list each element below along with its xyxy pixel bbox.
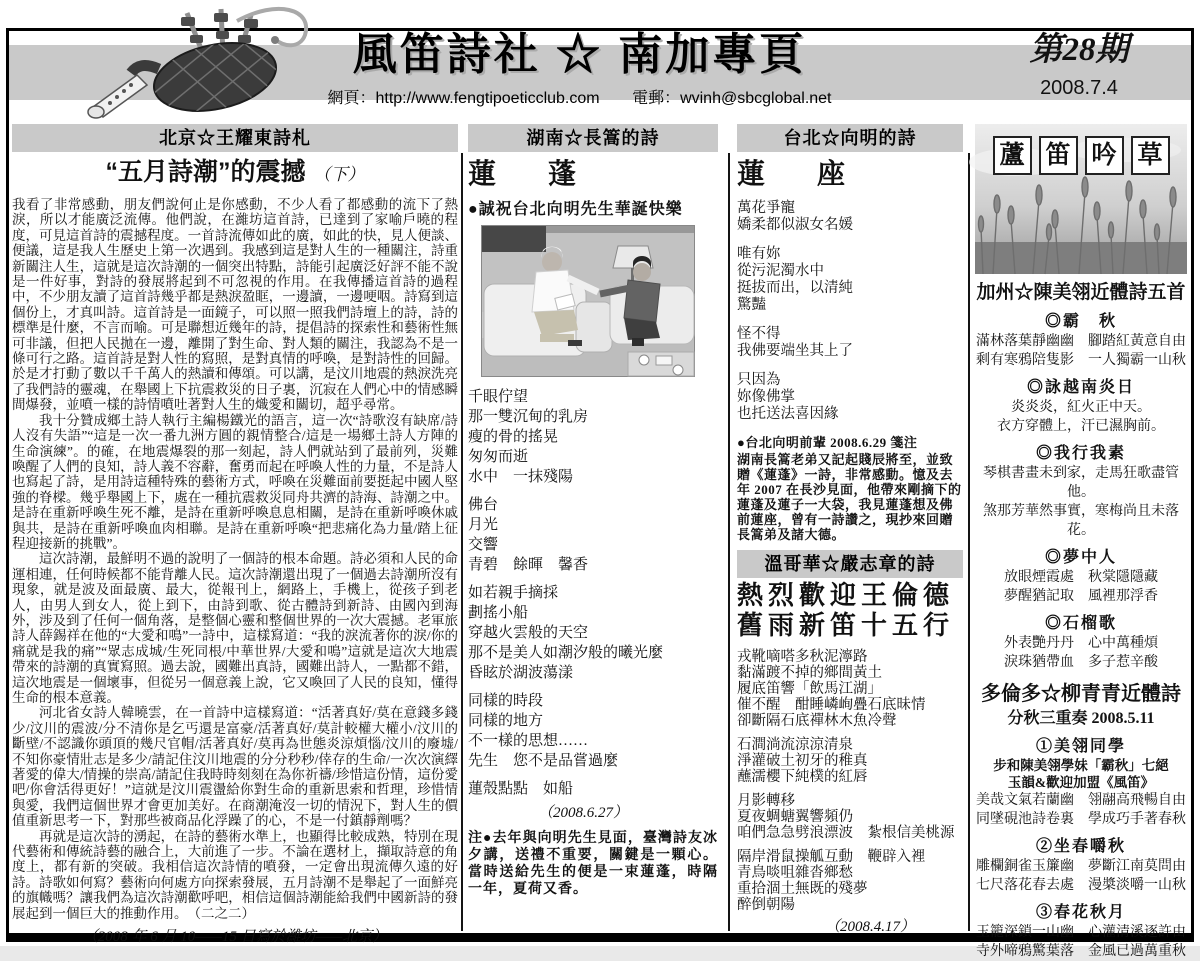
text-line: 月影轉移 [737,793,795,809]
poem-section-line: 外表艷丹丹 心中萬種煩 [1004,636,1158,651]
text-line: 如若親手摘採 [468,585,559,601]
poem-dedication: ●誠祝台北向明先生華誕快樂 [468,201,683,218]
text-line: 我看了非常感動，朋友們說何止是你感動，不少人看了都感動的流下了熱淚，所以才能廣泛流傳。他們說，在濰坊這首詩，已達到了家喻戶曉的程度，可見這首詩的震撼程度。一首詩流傳如此的廣，如此的快，見人便談、便議，這是我人生歷史上第一次遇到。我感到這是對人生的一種關注，詩重新關注人生，這就是這次詩潮的一個突出特點，詩能引起廣泛好評不能不說是一件好事，對詩的發展將起到不可忽視的作用。在我傳播這首詩的過程中，不少朋友讀了這首詩幾乎都是熱淚盈眶，一邊讀，一邊哽咽。詩寫到這個份上，才真叫詩。這首詩是一面鏡子，可以照一照我們詩壇上的詩，詩的標準是什麼，不言而喻。可是聯想近幾年的詩，提倡詩的探索性和藝術性無可非議，但把人民拋在一邊，離開了對生命、對人類的關注，我認為不是一條可行之路。這首詩是對人性的寫照，是對真情的呼喚，是對詩性的回歸。於是才打動了數以千千萬人的熱讀和傳頌。可以講，是汶川地震的熱淚洗亮了我們詩的靈魂，在舉國上下抗震救災的日子裏，沉寂在人們心中的情感瞬間爆發，並噴一樣的詩情噴吐著對人生的熾愛和關切，超乎尋常。 [12,197,458,413]
column-taipei-vancouver [737,124,963,935]
issue-date: 2008.7.4 [1040,77,1118,99]
text-line: 穿越火雲般的天空 [468,625,589,641]
poem-section-line: 雕欄銅雀玉簾幽 夢斷江南莫問由 [976,859,1186,874]
email-label: 電郵：wvinh@sbcglobal.net [632,90,832,107]
text-line: 咱們急急劈浪漂波 紮根信美桃源 [737,825,955,841]
poem-annotation [737,435,963,542]
poem-title-welcome [737,581,963,641]
article-body [12,197,458,921]
two-poets-conversation-photo [481,225,695,377]
text-line: 昏眩於湖波蕩漾 [468,665,574,681]
text-line: 匆匆而逝 [468,449,529,465]
poem-section-line: 滿林落葉靜幽幽 腳踏紅黃意自由 [976,334,1186,349]
poem-title-lianpeng: 蓮 蓬 [468,159,589,190]
california-poems [975,312,1187,672]
poem-lianzuo-body [737,200,963,423]
bagpipe-icon [87,7,339,121]
text-line: 劃搖小船 [468,605,529,621]
text-line: 交響 [468,537,499,553]
text-line: 隔岸滑鼠操觚互動 鞭辟入裡 [737,849,926,865]
text-line: 妳像佛掌 [737,389,795,405]
poem-section-title: ②坐春嚼秋 [1035,838,1126,855]
page-sheet [6,28,1194,959]
text-line: 驚豔 [737,297,766,313]
text-line: 醉倒朝陽 [737,897,795,913]
article-title-note: （下） [313,165,365,184]
banner-char: 笛 [1039,136,1078,175]
stanza-break [468,683,718,691]
column-divider [968,153,970,931]
text-line: 佛台 [468,497,499,513]
poem-section-title: ◎我行我素 [1035,445,1126,462]
poem-section-title: ③春花秋月 [1035,904,1126,921]
text-line: 千眼佇望 [468,389,529,405]
poem-section-title: ①美翎同學 [1035,738,1126,755]
text-line: 淨灌破土初牙的稚真 [737,753,868,769]
poem-section [975,378,1187,436]
poem-section-line: 寺外啼鴉驚葉落 金風已過萬重秋 [976,944,1186,959]
poem-section [975,548,1187,606]
poem-welcome-body [737,649,963,913]
poem-section-title: ◎霸 秋 [1044,313,1117,330]
stanza-break [737,841,963,849]
stanza-break [737,785,963,793]
poem-date: （2008.4.17） [825,919,916,935]
stanza-break [737,729,963,737]
stanza-break [737,360,963,372]
text-line: 卻斷隔石底禪林木魚冷聲 [737,713,897,729]
toronto-poems [975,737,1187,961]
article-title-text: “五月詩潮”的震撼 [105,158,306,186]
poem-section-title: ◎詠越南炎日 [1026,379,1135,396]
text-line: 同樣的地方 [468,713,544,729]
welcome-title-line2: 舊雨新笛十五行 [737,611,955,640]
poem-footnote: 注●去年與向明先生見面，臺灣詩友冰夕講，送禮不重要，關鍵是一顆心。當時送給先生的便是一束蓮蓬，時隔一年，夏荷又香。 [468,831,718,897]
text-line: 怪不得 [737,326,781,342]
text-line: 不一樣的思想…… [468,733,589,749]
toronto-subheading: 分秋三重奏 2008.5.11 [1007,710,1155,727]
section-header-taipei: 台北☆向明的詩 [737,124,963,152]
text-line: 挺拔而出，以清純 [737,280,853,296]
text-line: 河北省女詩人韓曉雲，在一首詩中這樣寫道：“活著真好/莫在意錢多錢少/汶川的震波/分不清你是乞丐還是富豪/活著真好/莫計較權大權小/汶川的斷壁/不認識你頭頂的幾尺官帽/活著真好/莫再為世態炎涼煩惱/汶川的廢墟/不知你豪情壯志是多少/請記住汶川地震的分分秒秒/倖存的生命/一次次演繹著愛的偉大/情操的崇高/請記住我時時刻刻在為你祈禱/珍惜這份情，這份愛吧/你會活得更好！”這就是汶川震盪給你對生命的重新思索和哲理，珍惜情與愛，我們這個世界才會更加美好。在商潮淹沒一切的情況下，對人生的價值重新思考一下，對那些被商品化浮躁了的心，不是一付鎮靜劑嗎？ [12,705,458,829]
poem-section-line: 放眼煙霞處 秋棠隱隱藏 [1004,570,1158,585]
text-line: 那不是美人如潮汐般的曦光麼 [468,645,664,661]
column-hunan [468,124,718,929]
stanza-break [468,487,718,495]
text-line: 重拾涸土無既的殘夢 [737,881,868,897]
poem-section-line: 炎炎炎，紅火正中天。 [1011,400,1151,415]
text-line: 也托送法喜因緣 [737,406,839,422]
column-beijing [12,124,458,946]
section-header-vancouver: 溫哥華☆嚴志章的詩 [737,550,963,578]
text-line: 那一雙沉甸的乳房 [468,409,589,425]
text-line: 只因為 [737,372,781,388]
poem-section-line: 玉籠深鎖一山幽 心灌清溪逐許由 [976,925,1186,940]
poem-date: （2008.6.27） [538,805,629,821]
poem-section [975,737,1187,829]
poem-section-title: ◎石榴歌 [1044,615,1117,632]
banner-char: 草 [1131,136,1170,175]
text-line: 履底笛響「飲馬江湖」 [737,681,882,697]
text-line: 再就是這次詩的湧起，在詩的藝術水準上，也顯得比較成熟，特別在現代藝術和傳統詩藝的融合上，大前進了一步。不論在選材上，擷取詩意的角度上，都有新的突破。我相信這次詩情的噴發，一定會出現流傳久遠的好詩。詩歌如何寫？藝術向何處方向探索發展，五月詩潮不是舉起了一面鮮亮的旗幟嗎？讓我們為這次詩潮歡呼吧，相信這個詩潮能給我們中國新詩的發展起到一個巨大的推動作用。 （二之二） [12,828,458,921]
poem-section-line: 煞那芳華然事實，寒梅尚且未落花。 [983,504,1179,538]
text-line: 蘸濡櫻下純樸的紅唇 [737,769,868,785]
poem-lianpeng-body [468,387,718,799]
text-line: 我佛要端坐其上了 [737,343,853,359]
text-line: 夏夜蜩螗翼響頻仍 [737,809,853,825]
article-dateline: （2008 年 6 月 10——15 日寫於濰坊——北京） [82,929,388,946]
text-line: 蓮殼點點 如船 [468,781,574,797]
text-line: 石澗淌流涼涼清泉 [737,737,853,753]
text-line: 這次詩潮，最鮮明不過的說明了一個詩的根本命題。詩必須和人民的命運相連，任何時候都不能背離人民。這次詩潮還出現了一個過去詩潮所沒有現象，就是波及面最廣、最大，從報刊上，網路上，手機上，從孩子到老人，由男人到女人，從上到下，由詩到歌、從古體詩到新詩、由國內到海外，涉及到了任何一個角落，是整個心靈和整個世界的一次大震撼。老軍旅詩人薛錫祥在他的“大愛和鳴”一詩中，這樣寫道：“我的淚流著你的淚/你的痛就是我的痛”“眾志成城/生死同根/中華世界/大愛和鳴”這就是這次大地震帶來的詩潮的真實寫照。過去說，國難出真詩，國難出詩人，一點都不錯，這次地震是一個壞事，但從另一個意義上說，它又喚回了人民的良知，懂得生命的根本意義。 [12,551,458,705]
poem-section-subtitle: 步和陳美翎學妹「霸秋」七絕 [993,758,1169,773]
poem-section [975,312,1187,370]
text-line: 催不醒 酣睡嶙峋疊石底昧情 [737,697,926,713]
issue-block [989,31,1169,100]
column-divider [728,153,730,931]
text-line: 從污泥濁水中 [737,263,824,279]
text-line: 戎靴嘀嗒多秋泥濘路 [737,649,868,665]
poem-section-line: 衣方穿體上，汗已濕胸前。 [997,419,1165,434]
poem-section [975,614,1187,672]
text-line: 嬌柔都似淑女名媛 [737,217,853,233]
issue-number: 第28期 [1029,32,1129,68]
annotation-title: ●台北向明前輩 2008.6.29 箋注 [737,435,918,450]
text-line: 月光 [468,517,499,533]
column-divider [461,153,463,931]
poem-section-line: 淚珠猶帶血 多子惹辛酸 [1004,655,1158,670]
wheat-field-image [975,124,1187,274]
newspaper-title: 風笛詩社 ☆ 南加專頁 [352,30,807,79]
banner-ludi-yincao [975,136,1187,175]
text-line: 青碧 餘暉 馨香 [468,557,589,573]
text-line: 水中 一抹殘陽 [468,469,574,485]
welcome-title-line1: 熱烈歡迎王倫德 [737,581,955,610]
text-line: 唯有妳 [737,246,781,262]
poem-section [975,837,1187,895]
text-line: 瘦的骨的搖晃 [468,429,559,445]
stanza-break [468,771,718,779]
poem-section-line: 七尺落花春去處 漫槳淡嚼一山秋 [976,878,1186,893]
heading-california: 加州☆陳美翎近體詩五首 [976,282,1186,303]
poem-title-lianzuo: 蓮 座 [737,159,858,190]
poem-section-title: ◎夢中人 [1044,549,1117,566]
poem-section-line: 琴棋書畫未到家，走馬狂歌盡管他。 [983,466,1179,500]
text-line: 我十分贊成鄉土詩人執行主編楊鐵光的語言，這一次“詩歌沒有缺席/詩人沒有失語”“這是一次一番九洲方圓的親情整合/這是一場鄉土詩人方陣的生命演練”。的確，在地震爆裂的那一刻起，詩人們就站到了最前列，災難喚醒了人們的良知，詩人義不容辭，奮勇而起在呼喚人性的力量，不是詩人也寫起了詩，是用詩這種特殊的藝術方式，呼喚在災難面前要挺起中國人堅強的脊樑。幾乎舉國上下，處在一種抗震救災同舟共濟的詩海、詩潮之中。是詩在重新呼喚生死不離，是詩在重新呼喚息息相關，是詩在重新呼喚休戚與共，是詩在重新呼喚血肉相聯。是詩在重新呼喚“把悲痛化為力量/踏上征程迎接新的挑戰”。 [12,412,458,551]
contact-line [257,85,902,108]
website-label: 網頁：http://www.fengtipoeticclub.com [327,90,600,107]
poem-section-line: 同墜硯池詩卷裏 學成巧手著春秋 [976,812,1186,827]
article-title [12,157,458,190]
text-line: 萬花爭寵 [737,200,795,216]
section-header-hunan: 湖南☆長篙的詩 [468,124,718,152]
text-line: 青鳥啖咀雜沓鄉愁 [737,865,853,881]
poem-section-line: 美哉文氣若蘭幽 翎翮高飛暢自由 [976,793,1186,808]
heading-toronto: 多倫多☆柳青青近體詩 [981,683,1181,705]
banner-char: 吟 [1085,136,1124,175]
stanza-break [737,234,963,246]
annotation-body: 湖南長篙老弟又記起賤辰將至，並致贈《蓮蓬》一詩，非常感動。憶及去年 2007 在長沙見面，他帶來剛摘下的蓮蓬及蓮子一大袋，我見蓮蓬想及佛前蓮座，曾有一詩讚之，現抄來回贈長篙弟及諸大德。 [737,452,962,542]
poem-section [975,444,1187,540]
stanza-break [468,575,718,583]
section-header-beijing: 北京☆王耀東詩札 [12,124,458,152]
poem-section-line: 剩有寒鴉陪隻影 一人獨霸一山秋 [976,353,1186,368]
text-line: 先生 您不是品嘗過麼 [468,753,619,769]
poem-section-subtitle: 玉韻&歡迎加盟《風笛》 [1007,775,1155,790]
text-line: 黏滿踱不掉的鄉間黃土 [737,665,882,681]
banner-char: 蘆 [993,136,1032,175]
poem-section-line: 夢醒猶記取 風裡那浮香 [1004,589,1158,604]
column-right [975,124,1187,959]
stanza-break [737,314,963,326]
poem-section [975,903,1187,961]
text-line: 同樣的時段 [468,693,544,709]
